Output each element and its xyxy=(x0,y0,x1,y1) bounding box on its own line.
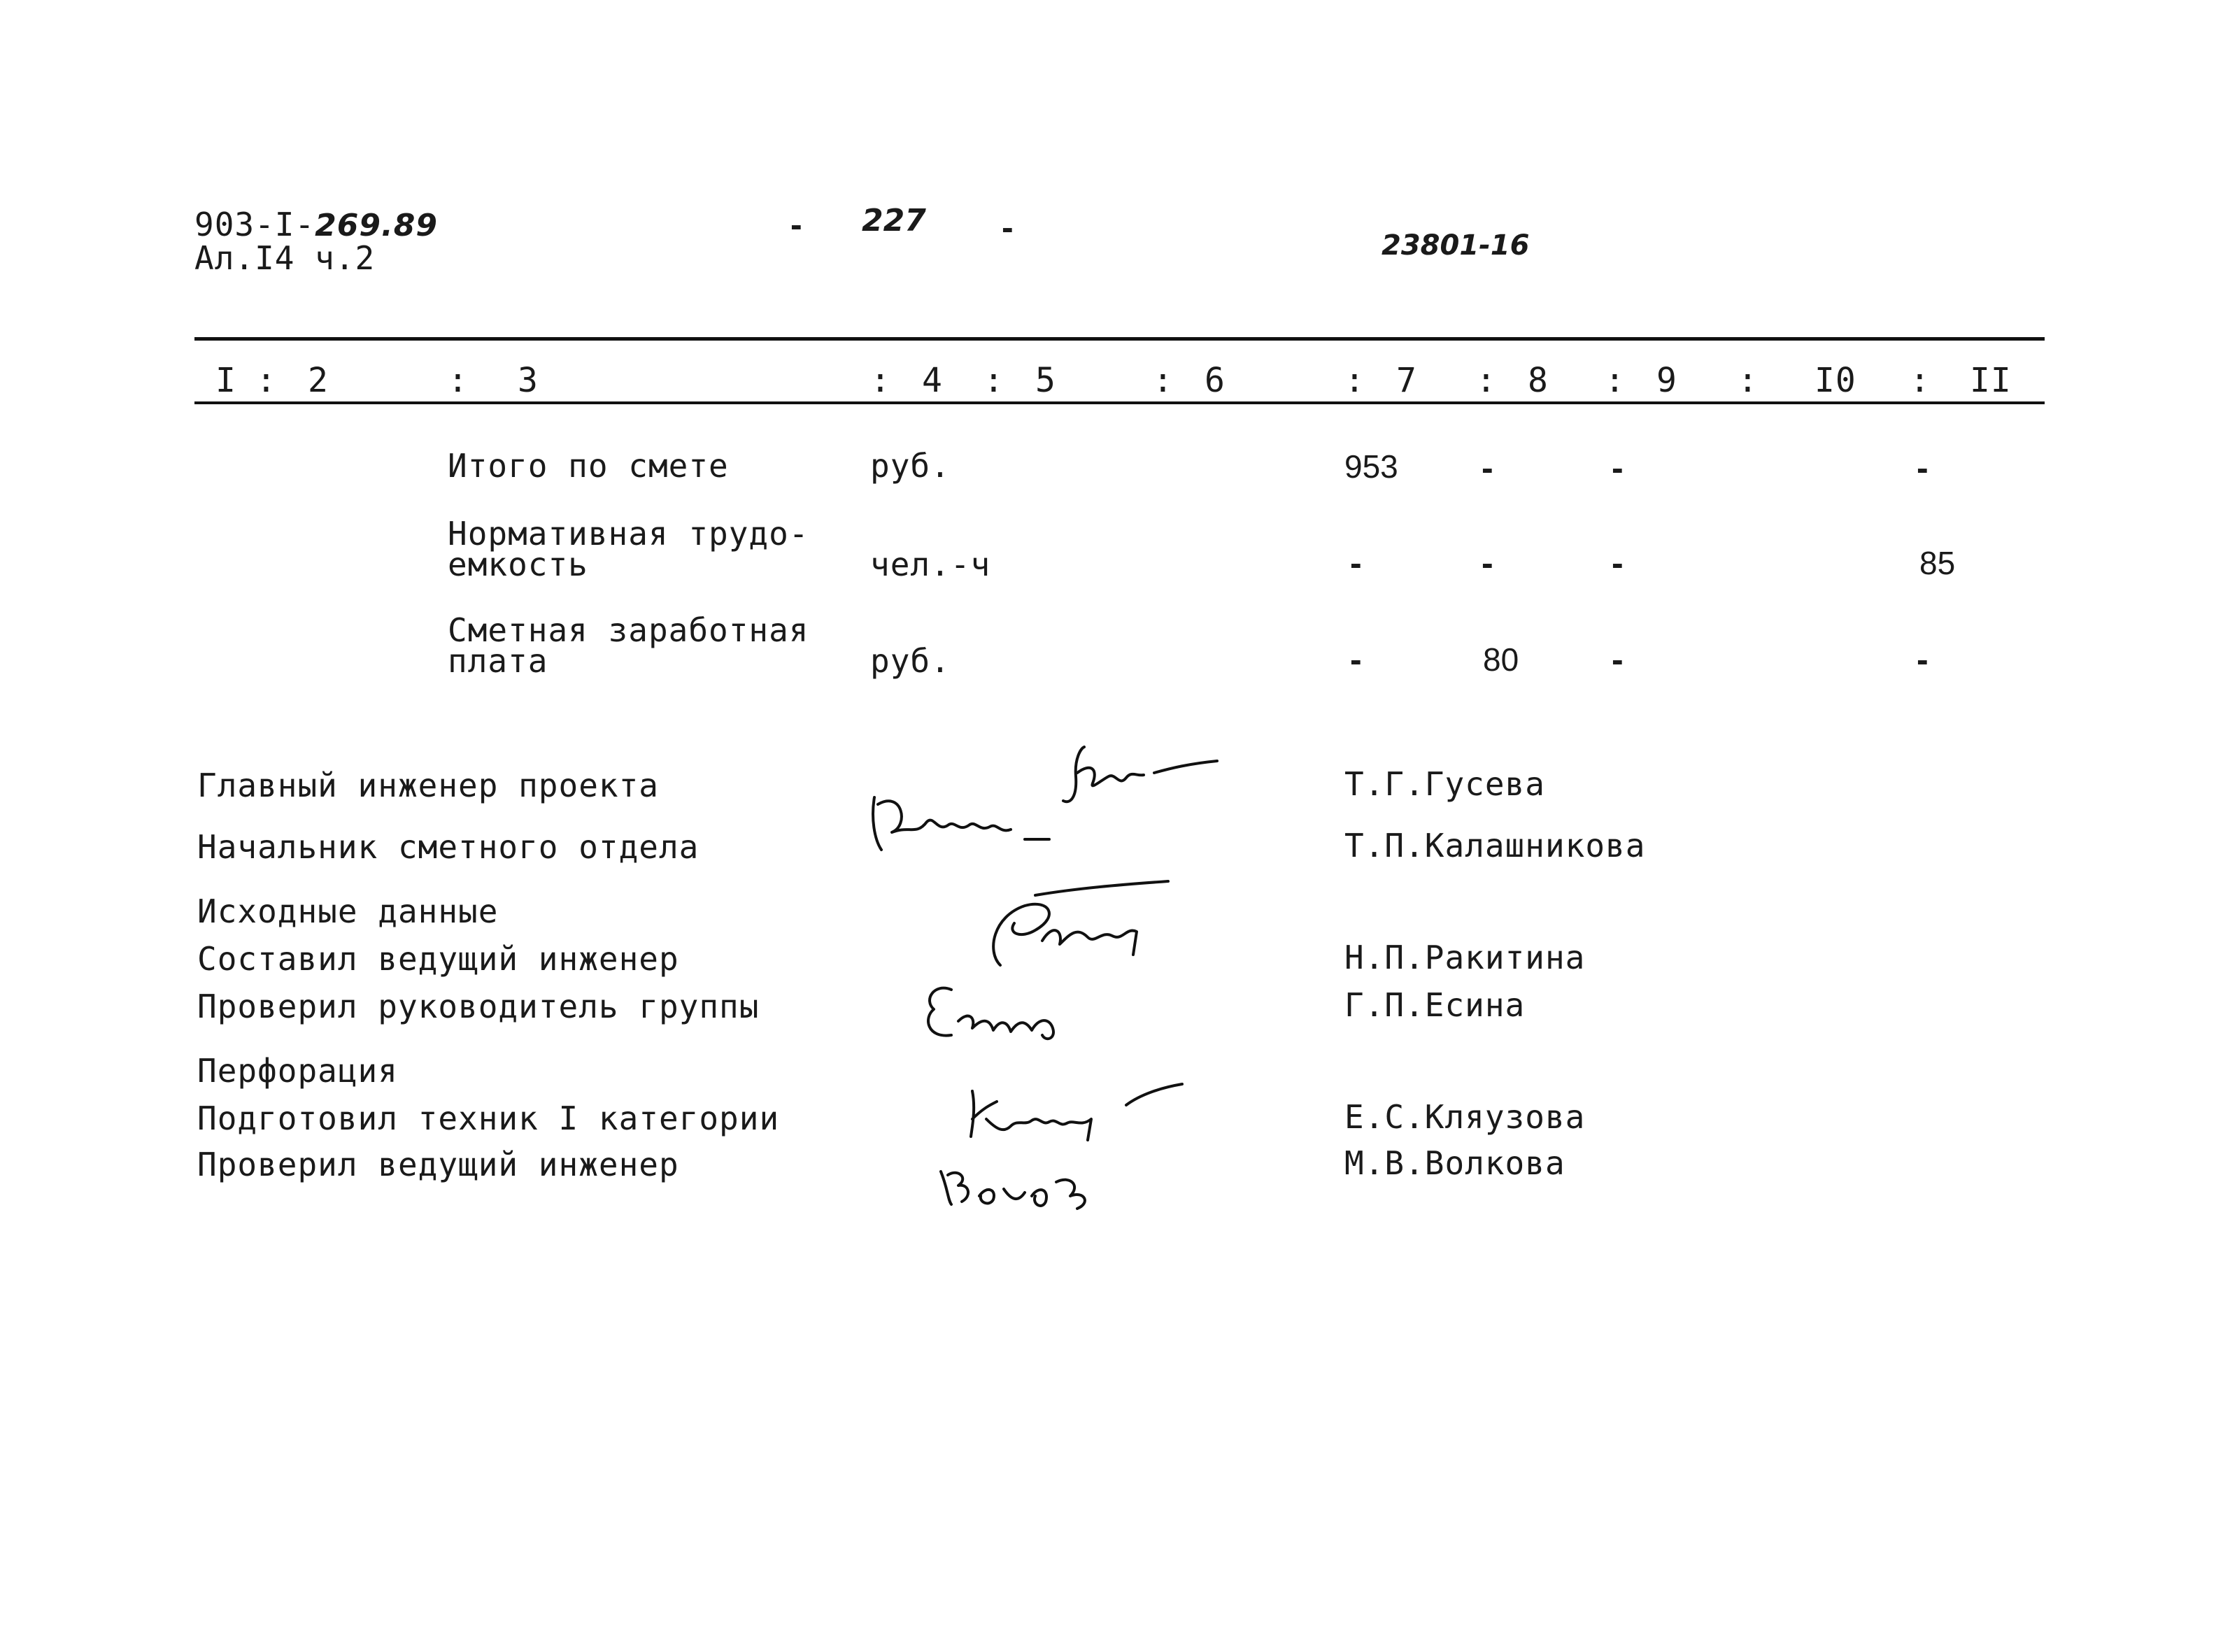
signature-rakitina xyxy=(958,874,1196,979)
signature-esina xyxy=(909,969,1119,1053)
column-number-6: 6 xyxy=(1205,361,1226,400)
document-code-handwritten: 269.89 xyxy=(315,208,438,243)
signature-role: Составил ведущий инженер xyxy=(197,940,679,978)
column-number-8: 8 xyxy=(1528,361,1549,400)
column-separator: : xyxy=(983,361,1004,400)
row-item-name: Нормативная трудо- xyxy=(448,515,809,553)
signature-role: Подготовил техник I категории xyxy=(197,1099,780,1137)
row-col11-value: - xyxy=(1917,640,1929,679)
column-separator: : xyxy=(256,361,277,400)
page-number: 227 xyxy=(862,203,926,238)
row-col9-value: - xyxy=(1612,448,1624,487)
row-col7-value: - xyxy=(1350,640,1362,679)
table-top-rule xyxy=(194,337,2045,341)
column-separator: : xyxy=(448,361,469,400)
signature-klyauzova xyxy=(958,1077,1210,1147)
column-separator: : xyxy=(870,361,891,400)
document-code xyxy=(194,208,438,241)
row-col7-value: - xyxy=(1350,543,1362,583)
signature-role: Проверил руководитель группы xyxy=(197,988,760,1025)
row-col7-value: 953 xyxy=(1344,448,1398,485)
signature-gusev xyxy=(1049,734,1245,818)
column-separator: : xyxy=(1738,361,1759,400)
column-separator: : xyxy=(1344,361,1365,400)
signature-name: Е.С.Кляузова xyxy=(1344,1098,1586,1136)
album-reference: Ал.I4 ч.2 xyxy=(194,239,376,277)
row-unit: руб. xyxy=(870,447,951,485)
signature-role: Главный инженер проекта xyxy=(197,767,659,804)
column-number-10: I0 xyxy=(1814,361,1856,400)
table-header-rule xyxy=(194,401,2045,404)
row-col9-value: - xyxy=(1612,640,1624,679)
row-col8-value: - xyxy=(1482,543,1493,583)
column-number-5: 5 xyxy=(1035,361,1056,400)
row-col11-value: - xyxy=(1917,448,1929,487)
signature-volkova xyxy=(930,1147,1154,1224)
column-number-7: 7 xyxy=(1396,361,1417,400)
signature-name: Т.Г.Гусева xyxy=(1344,765,1545,803)
column-separator: : xyxy=(1605,361,1626,400)
column-number-3: 3 xyxy=(518,361,539,400)
row-col11-value: 85 xyxy=(1919,545,1956,581)
inventory-number: 23801-16 xyxy=(1382,229,1530,262)
column-number-4: 4 xyxy=(922,361,943,400)
column-number-9: 9 xyxy=(1656,361,1677,400)
row-col8-value: 80 xyxy=(1483,641,1519,678)
signature-role: Проверил ведущий инженер xyxy=(197,1146,679,1183)
section-heading: Исходные данные xyxy=(197,892,499,930)
column-number-2: 2 xyxy=(308,361,329,400)
page-number-dash-left: - xyxy=(790,205,802,244)
row-unit: чел.-ч xyxy=(870,546,991,583)
document-code-printed: 903-I- xyxy=(194,206,315,243)
column-number-1: I xyxy=(215,361,236,400)
row-item-name-continued: емкость xyxy=(448,546,588,583)
signature-name: Г.П.Есина xyxy=(1344,986,1526,1024)
page-number-dash-right: - xyxy=(1002,208,1014,247)
row-item-name-continued: плата xyxy=(448,642,548,680)
column-number-11: II xyxy=(1970,361,2012,400)
signature-name: Т.П.Калашникова xyxy=(1344,827,1646,864)
signature-role: Начальник сметного отдела xyxy=(197,828,699,866)
column-separator: : xyxy=(1153,361,1174,400)
signature-name: М.В.Волкова xyxy=(1344,1144,1565,1182)
row-item-name: Сметная заработная xyxy=(448,611,809,649)
signature-name: Н.П.Ракитина xyxy=(1344,939,1586,976)
column-separator: : xyxy=(1910,361,1931,400)
signature-kalashnikova xyxy=(860,783,1070,860)
row-col9-value: - xyxy=(1612,543,1624,583)
section-heading: Перфорация xyxy=(197,1052,398,1090)
row-col8-value: - xyxy=(1482,448,1493,487)
row-unit: руб. xyxy=(870,642,951,680)
row-item-name: Итого по смете xyxy=(448,447,729,485)
column-separator: : xyxy=(1476,361,1497,400)
